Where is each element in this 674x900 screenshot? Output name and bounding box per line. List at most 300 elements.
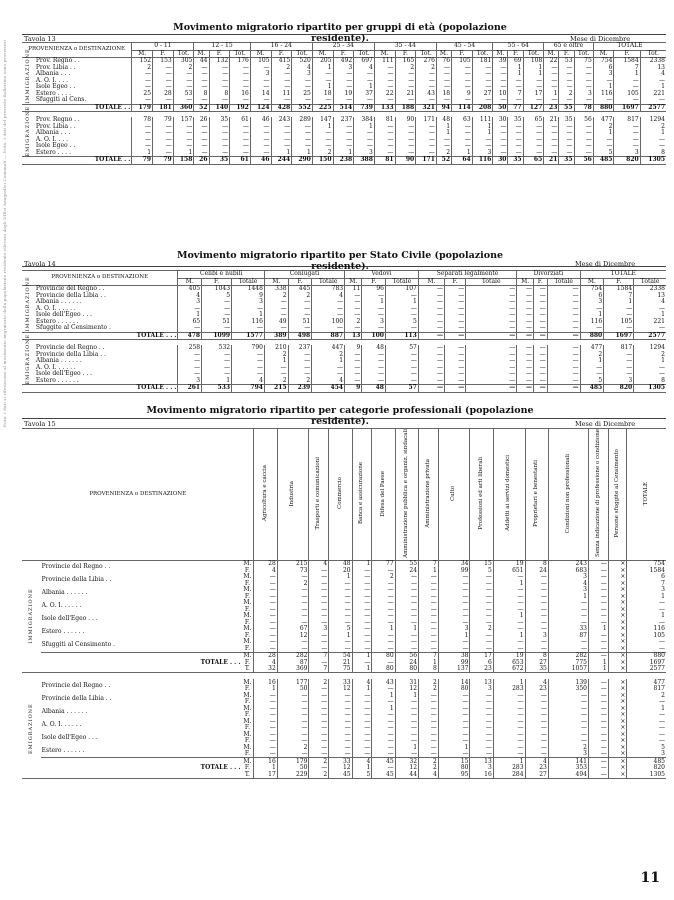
table-cell: — xyxy=(493,712,525,719)
table-cell: — xyxy=(292,78,313,85)
table-cell: — xyxy=(436,143,451,150)
table-cell: — xyxy=(194,143,209,150)
sex-label: F. xyxy=(244,592,250,600)
table-cell: — xyxy=(419,725,439,732)
table-cell: 75 xyxy=(329,666,352,673)
table-cell: 1043 xyxy=(202,286,232,293)
table-cell: 5 xyxy=(580,378,604,385)
sub-header: Tot. xyxy=(230,50,251,58)
table-cell: 13 xyxy=(470,679,493,686)
table-cell: — xyxy=(508,97,523,104)
total-label: TOTALE . . xyxy=(22,104,132,112)
table-cell: 210 xyxy=(264,345,288,352)
table-cell: 105 xyxy=(452,58,473,65)
table-cell: 3 xyxy=(574,91,593,98)
table-cell: — xyxy=(444,325,465,332)
row-label: Isole dell'Egeo . . . xyxy=(35,311,93,319)
table-cell: — xyxy=(173,130,194,137)
table-cell: — xyxy=(395,619,418,626)
table-cell: 261 xyxy=(178,385,202,393)
immig-row xyxy=(22,325,666,332)
table-cell: 783 xyxy=(312,286,345,293)
table-cell: — xyxy=(548,639,588,646)
table-cell: — xyxy=(544,130,559,137)
table-cell: — xyxy=(329,718,352,725)
table-cell: 28 xyxy=(254,560,277,567)
table-cell: 64 xyxy=(452,157,473,165)
total-label: TOTALE . . . xyxy=(22,332,178,340)
emig-side-label: EMIGRAZIONE xyxy=(24,105,31,157)
table-cell: 15 xyxy=(438,758,470,765)
table-cell: — xyxy=(153,124,174,131)
table-cell: — xyxy=(372,731,395,738)
row-label: Provincie della Libia . . xyxy=(41,576,112,584)
row-label: Provincie della Libia . . xyxy=(35,291,106,299)
table-cell: — xyxy=(372,580,395,587)
table-cell: — xyxy=(153,137,174,144)
row-label: Estero . . . . . . xyxy=(41,628,85,636)
sex-label: F. xyxy=(244,644,250,652)
table-cell: 2 xyxy=(436,150,451,157)
table-cell: 4 xyxy=(640,71,666,78)
table-cell: 2577 xyxy=(634,332,666,340)
table-cell: — xyxy=(574,84,593,91)
table-cell: — xyxy=(470,751,493,758)
table-cell: 105 xyxy=(250,58,271,65)
table-cell: — xyxy=(548,600,588,607)
margin-text: Nota: i dati si riferiscono al movimento migratorio della popolazione residente rilevato dagli Uffici Anagrafici Comunali — Nota. I dati del presente Bollettino sono provvisori xyxy=(2,40,7,428)
category-header xyxy=(309,429,329,561)
row-label: A. O. I. . . . . . xyxy=(35,304,76,312)
table-cell: — xyxy=(254,626,277,633)
table-cell: 1 xyxy=(352,666,372,673)
sub-header: F. xyxy=(452,50,473,58)
table-cell: 2 xyxy=(312,352,345,359)
table-cell: — xyxy=(362,365,386,372)
table-cell: — xyxy=(588,758,608,765)
table-cell: — xyxy=(271,143,292,150)
table-cell: — xyxy=(264,306,288,313)
table-cell: — xyxy=(309,744,329,751)
table-cell: — xyxy=(385,358,418,365)
table-cell: — xyxy=(470,699,493,706)
table-cell: — xyxy=(547,312,580,319)
table-cell: 389 xyxy=(264,332,288,340)
group-header: Coniugati xyxy=(264,271,344,279)
table-cell: 820 xyxy=(627,765,666,772)
table-cell: — xyxy=(418,325,444,332)
table-cell: — xyxy=(312,365,345,372)
table-cell: 1 xyxy=(593,130,614,137)
table-cell: 1 xyxy=(264,358,288,365)
row-label: Isole dell'Egeo . . . xyxy=(41,733,98,741)
table-cell: 244 xyxy=(271,157,292,165)
table-cell: — xyxy=(374,137,395,144)
table-cell: 34 xyxy=(438,560,470,567)
table-cell: 1 xyxy=(508,71,523,78)
sub-header: F. xyxy=(362,278,386,286)
table-cell: — xyxy=(604,325,634,332)
sex-label: M. xyxy=(243,612,252,620)
table-cell: 35 xyxy=(559,117,574,124)
table-cell: 152 xyxy=(132,58,153,65)
table-cell: — xyxy=(277,718,309,725)
table-cell: — xyxy=(329,725,352,732)
table-cell: 79 xyxy=(153,117,174,124)
table-cell: — xyxy=(444,371,465,378)
table-cell: 532 xyxy=(202,345,232,352)
table-cell: 485 xyxy=(627,758,666,765)
table-cell: — xyxy=(352,580,372,587)
table-cell: 105 xyxy=(627,632,666,639)
table-cell: — xyxy=(419,692,439,699)
table-cell: — xyxy=(525,731,548,738)
table-cell: — xyxy=(547,345,580,352)
table-cell: — xyxy=(254,619,277,626)
table-cell: 492 xyxy=(333,58,354,65)
table-cell: — xyxy=(194,65,209,72)
table-cell: 8 xyxy=(640,150,666,157)
table-cell: 477 xyxy=(593,117,614,124)
table-cell: — xyxy=(523,84,544,91)
table-cell: 16 xyxy=(254,758,277,765)
spacer-row xyxy=(22,164,666,170)
table-cell: 52 xyxy=(436,157,451,165)
table-cell: — xyxy=(604,352,634,359)
table-cell: 1 xyxy=(178,312,202,319)
table-cell: 243 xyxy=(271,117,292,124)
table-cell: 2 xyxy=(548,744,588,751)
table-cell: — xyxy=(627,600,666,607)
sub-header: M. xyxy=(517,278,534,286)
table-cell: 445 xyxy=(288,286,312,293)
table-cell: 887 xyxy=(312,332,345,340)
table-cell: — xyxy=(153,65,174,72)
table-cell: — xyxy=(588,606,608,613)
table-cell: 1 xyxy=(640,84,666,91)
table-cell: 3 xyxy=(548,751,588,758)
table-cell: — xyxy=(470,725,493,732)
table-cell: — xyxy=(547,306,580,313)
table-cell: — xyxy=(493,751,525,758)
sex-label: F. xyxy=(244,750,250,758)
table-cell: 1 xyxy=(385,299,418,306)
table-cell: 44 xyxy=(395,771,418,778)
table-cell: — xyxy=(312,312,345,319)
table-cell: — xyxy=(544,97,559,104)
table-cell: 1 xyxy=(593,84,614,91)
table-cell: 1 xyxy=(254,765,277,772)
table-cell: 2 xyxy=(132,65,153,72)
table-cell: 188 xyxy=(395,104,416,112)
table-cell: — xyxy=(312,137,333,144)
category-label: Banca e assicurazione xyxy=(358,462,365,525)
table-cell: 290 xyxy=(292,157,313,165)
table-cell: — xyxy=(202,299,232,306)
table-cell: — xyxy=(470,731,493,738)
emig-row xyxy=(22,378,666,385)
table-cell: 2 xyxy=(277,744,309,751)
table-cell: — xyxy=(352,744,372,751)
t14-mese: Mese di Dicembre xyxy=(575,260,636,268)
t13-title: Movimento migratorio ripartito per gruppi di età (popolazione residente). xyxy=(173,22,507,44)
table-cell: — xyxy=(438,580,470,587)
table-cell: — xyxy=(372,765,395,772)
table-cell: 94 xyxy=(436,104,451,112)
table-cell: — xyxy=(548,606,588,613)
sex-label: M. xyxy=(243,743,252,751)
table-cell: — xyxy=(250,65,271,72)
table-cell: — xyxy=(312,325,345,332)
table-cell: — xyxy=(640,78,666,85)
table-cell: — xyxy=(329,712,352,719)
table-cell: — xyxy=(230,124,251,131)
table-cell: — xyxy=(534,286,548,293)
table-cell: 243 xyxy=(548,560,588,567)
table-cell: — xyxy=(470,645,493,652)
table-cell: — xyxy=(493,574,525,581)
table-cell: — xyxy=(470,744,493,751)
table-cell: 1099 xyxy=(202,332,232,340)
table-cell: 3 xyxy=(333,65,354,72)
t13-mese: Mese di Dicembre xyxy=(570,35,631,43)
table-cell: × xyxy=(608,600,627,607)
sex-label: F. xyxy=(244,764,250,772)
table-cell: — xyxy=(395,751,418,758)
table-cell: — xyxy=(132,78,153,85)
table-cell: 24 xyxy=(395,659,418,666)
table-cell: — xyxy=(588,560,608,567)
table-cell: 1 xyxy=(419,567,439,574)
sub-header: Totale xyxy=(547,278,580,286)
table-cell: — xyxy=(309,606,329,613)
table-cell: — xyxy=(329,738,352,745)
table-cell: — xyxy=(517,306,534,313)
table-cell: 1 xyxy=(548,593,588,600)
table-cell: 2 xyxy=(580,352,604,359)
table-cell: — xyxy=(525,718,548,725)
table-cell: 4 xyxy=(312,293,345,300)
table-cell: — xyxy=(419,587,439,594)
table-cell: — xyxy=(544,78,559,85)
table-cell: — xyxy=(559,71,574,78)
table-cell: — xyxy=(395,645,418,652)
table-cell: 820 xyxy=(604,385,634,393)
table-cell: — xyxy=(354,137,375,144)
table-cell: — xyxy=(470,718,493,725)
table-cell: — xyxy=(277,705,309,712)
table-cell: — xyxy=(385,378,418,385)
header-row xyxy=(22,429,666,561)
table-cell: — xyxy=(232,352,265,359)
table-cell: 48 xyxy=(362,345,386,352)
table-cell: — xyxy=(419,593,439,600)
t15-mese: Mese di Dicembre xyxy=(575,420,636,428)
table-cell: — xyxy=(333,137,354,144)
sub-header: F. xyxy=(508,50,523,58)
table-cell: 53 xyxy=(173,91,194,98)
table-cell: — xyxy=(374,150,395,157)
table-cell: 51 xyxy=(202,319,232,326)
table-cell: — xyxy=(372,744,395,751)
table-cell: — xyxy=(230,84,251,91)
table-cell: — xyxy=(444,299,465,306)
table-cell: — xyxy=(559,65,574,72)
table-cell: 23 xyxy=(525,686,548,693)
table-cell: — xyxy=(352,626,372,633)
table-cell: 282 xyxy=(548,652,588,659)
table-cell: 1 xyxy=(372,692,395,699)
table-cell: 1 xyxy=(372,705,395,712)
table-cell: — xyxy=(178,371,202,378)
table-cell: — xyxy=(416,150,437,157)
table-cell: — xyxy=(493,587,525,594)
table-cell: 215 xyxy=(277,560,309,567)
table-cell: — xyxy=(466,352,517,359)
table-cell: 8 xyxy=(525,560,548,567)
table-cell: — xyxy=(493,600,525,607)
table-cell: 794 xyxy=(232,385,265,393)
table-cell: — xyxy=(525,705,548,712)
table-cell: — xyxy=(372,645,395,652)
table-cell: 485 xyxy=(593,157,614,165)
table-cell: — xyxy=(329,606,352,613)
table-cell: 54 xyxy=(329,652,352,659)
table-cell: — xyxy=(438,699,470,706)
table-cell: — xyxy=(470,619,493,626)
table-cell: — xyxy=(472,65,493,72)
table-cell: 24 xyxy=(395,567,418,574)
table-cell: — xyxy=(277,606,309,613)
table-cell: — xyxy=(132,137,153,144)
table-cell: 33 xyxy=(548,626,588,633)
sub-header: M. xyxy=(312,50,333,58)
table-cell: 22 xyxy=(374,91,395,98)
table-cell: 57 xyxy=(385,345,418,352)
table-cell: × xyxy=(608,619,627,626)
table-cell: — xyxy=(534,293,548,300)
table-cell: 1 xyxy=(354,84,375,91)
table-cell: — xyxy=(309,632,329,639)
table-cell: 4 xyxy=(178,293,202,300)
table-cell: — xyxy=(418,332,444,340)
table-cell: 1 xyxy=(202,378,232,385)
table-cell: — xyxy=(292,143,313,150)
table-cell: — xyxy=(534,312,548,319)
table-cell: 1 xyxy=(627,705,666,712)
table-cell: — xyxy=(271,124,292,131)
table-cell: — xyxy=(436,137,451,144)
row-label: A. O. I. . . . . . xyxy=(35,363,76,371)
table-cell: — xyxy=(329,744,352,751)
table-cell: × xyxy=(608,606,627,613)
table-cell: — xyxy=(588,725,608,732)
table-cell: — xyxy=(452,84,473,91)
table-cell: — xyxy=(374,130,395,137)
table-cell: 1 xyxy=(472,130,493,137)
table-cell: 52 xyxy=(194,104,209,112)
table-cell: — xyxy=(374,84,395,91)
row-label: Albania . . . xyxy=(35,70,71,78)
table-cell: 7 xyxy=(604,293,634,300)
category-label: TOTALE xyxy=(642,481,649,506)
table-cell: — xyxy=(309,593,329,600)
table-cell: — xyxy=(209,97,230,104)
table-cell: — xyxy=(277,619,309,626)
table-cell: — xyxy=(194,124,209,131)
row-label: Isole Egeo . . xyxy=(35,142,76,150)
sub-header: F. xyxy=(333,50,354,58)
sex-label: M. xyxy=(243,652,252,660)
table-cell: — xyxy=(493,731,525,738)
table-cell: 1 xyxy=(436,124,451,131)
table-cell: — xyxy=(493,626,525,633)
table-cell: 3 xyxy=(232,299,265,306)
table-cell: 1 xyxy=(588,626,608,633)
table-cell: — xyxy=(362,306,386,313)
table-cell: — xyxy=(470,639,493,646)
table-cell: — xyxy=(362,352,386,359)
table-cell: 65 xyxy=(523,117,544,124)
row-label: Albania . . . xyxy=(35,129,71,137)
table-cell: — xyxy=(547,352,580,359)
table-cell: — xyxy=(277,731,309,738)
category-label: Condizioni non professionali xyxy=(564,453,571,534)
table-cell: — xyxy=(438,718,470,725)
table-cell: — xyxy=(547,286,580,293)
table-cell: × xyxy=(608,771,627,778)
table-cell: × xyxy=(608,574,627,581)
row-label: Estero . . . . . . xyxy=(35,376,79,384)
table-cell: — xyxy=(517,385,534,393)
table-cell: 1 xyxy=(544,91,559,98)
table-cell: — xyxy=(250,124,271,131)
table-cell: 520 xyxy=(292,58,313,65)
table-cell: — xyxy=(438,731,470,738)
table-cell: 87 xyxy=(548,632,588,639)
table-cell: 181 xyxy=(153,104,174,112)
table-cell: — xyxy=(544,143,559,150)
table-cell: 3 xyxy=(548,587,588,594)
row-label: Estero . . . . xyxy=(35,148,71,156)
table-cell: 4 xyxy=(254,659,277,666)
table-cell: — xyxy=(525,645,548,652)
table-cell: 11 xyxy=(345,286,362,293)
table-cell: — xyxy=(312,71,333,78)
table-cell: 30 xyxy=(493,157,508,165)
table-cell: 57 xyxy=(385,385,418,393)
table-cell: 18 xyxy=(312,91,333,98)
table-cell: — xyxy=(232,358,265,365)
table-cell: × xyxy=(608,705,627,712)
category-header xyxy=(438,429,470,561)
table-cell: — xyxy=(588,593,608,600)
table-cell: 2 xyxy=(416,65,437,72)
table-cell: — xyxy=(574,97,593,104)
table-cell: — xyxy=(395,731,418,738)
table-cell: — xyxy=(395,705,418,712)
table-cell: — xyxy=(438,613,470,620)
table-cell: 1 xyxy=(438,632,470,639)
table-cell: — xyxy=(588,600,608,607)
table-cell: — xyxy=(309,738,329,745)
table-cell: 19 xyxy=(493,652,525,659)
table-cell: 2 xyxy=(264,352,288,359)
table-cell: 137 xyxy=(438,666,470,673)
table-cell: — xyxy=(523,97,544,104)
table-cell: — xyxy=(309,699,329,706)
table-cell: — xyxy=(574,137,593,144)
